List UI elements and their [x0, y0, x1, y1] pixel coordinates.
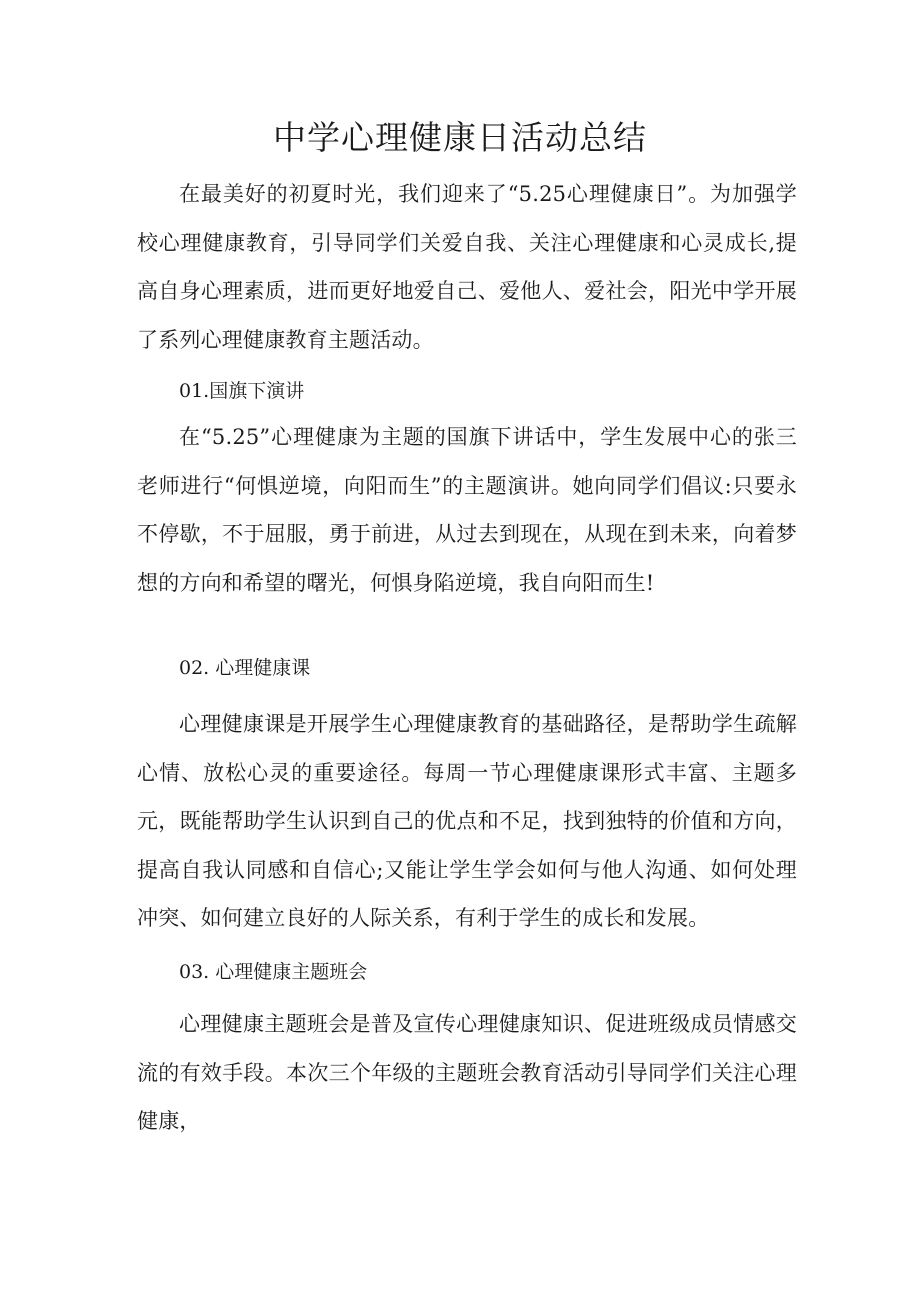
document-title: 中学心理健康日活动总结: [273, 118, 647, 157]
section-body-class-meeting: 心理健康主题班会是普及宣传心理健康知识、促进班级成员情感交流的有效手段。本次三个年级的主题班会教育活动引导同学们关注心理健康，: [137, 1012, 797, 1133]
section-body-mental-health-class: 心理健康课是开展学生心理健康教育的基础路径，是帮助学生疏解心情、放松心灵的重要途径。每周一节心理健康课形式丰富、主题多元，既能帮助学生认识到自己的优点和不足，找到独特的价值和方向，提高自我认同感和自信心;又能让学生学会如何与他人沟通、如何处理冲突、如何建立良好的人际关系，有利于学生的成长和发展。: [137, 712, 797, 930]
intro-paragraph: 在最美好的初夏时光，我们迎来了“5.25心理健康日”。为加强学校心理健康教育，引导同学们关爱自我、关注心理健康和心灵成长,提高自身心理素质，进而更好地爱自己、爱他人、爱社会，阳光中学开展了系列心理健康教育主题活动。: [137, 182, 797, 352]
section-heading-mental-health-class: 02. 心理健康课: [179, 657, 311, 679]
section-heading-class-meeting: 03. 心理健康主题班会: [179, 961, 368, 983]
section-body-flag-speech: 在“5.25”心理健康为主题的国旗下讲话中，学生发展中心的张三老师进行“何惧逆境，向阳而生”的主题演讲。她向同学们倡议:只要永不停歇，不于屈服，勇于前进，从过去到现在，从现在到未来，向着梦想的方向和希望的曙光，何惧身陷逆境，我自向阳而生!: [137, 425, 797, 595]
section-heading-flag-speech: 01.国旗下演讲: [179, 380, 305, 402]
